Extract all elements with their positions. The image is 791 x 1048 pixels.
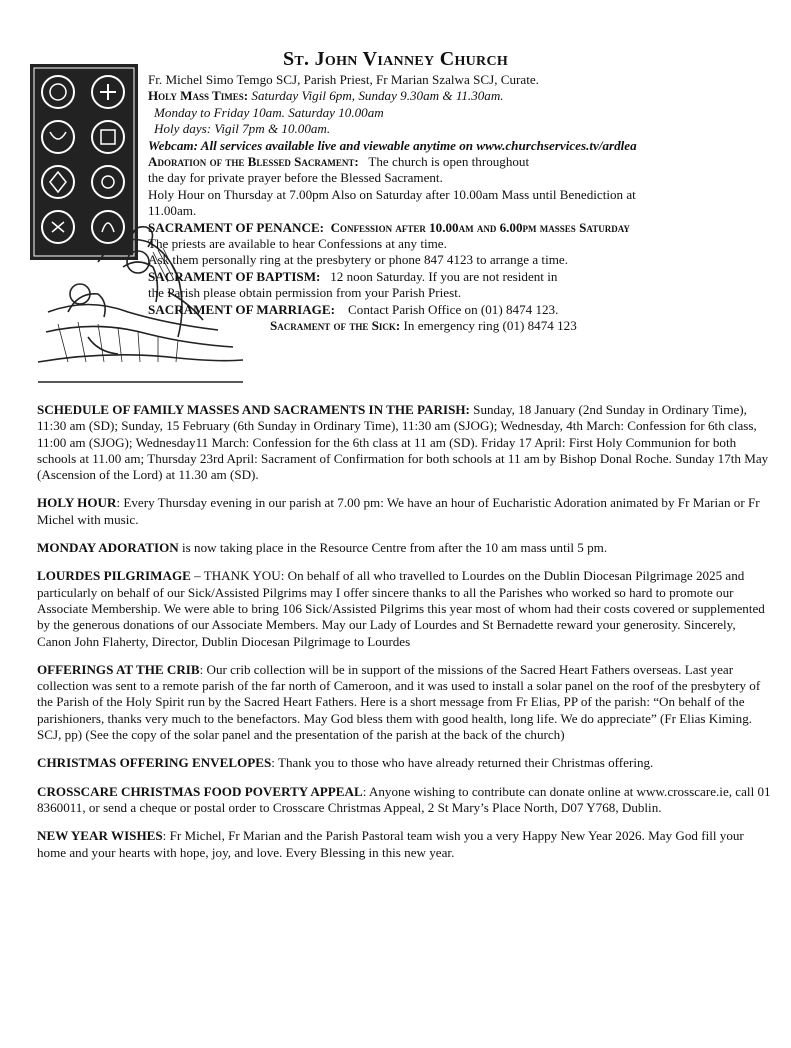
clergy-line: Fr. Michel Simo Temgo SCJ, Parish Priest, Fr Marian Szalwa SCJ, Curate. <box>148 72 539 87</box>
notice-label: MONDAY ADORATION <box>37 540 179 556</box>
notice-holy-hour <box>37 495 772 528</box>
notice-lourdes <box>37 568 772 649</box>
notice-label: HOLY HOUR <box>37 495 117 511</box>
mass-weekday-times: Monday to Friday 10am. Saturday 10.00am <box>154 104 384 120</box>
notice-schedule <box>37 402 772 483</box>
notice-text: : Fr Michel, Fr Marian and the Parish Pastoral team wish you a very Happy New Year 2026. May God fill your home and your hearts with hope, joy, and love. Every Blessing in this new year. <box>37 828 744 860</box>
notice-text: : Every Thursday evening in our parish at 7.00 pm: We have an hour of Eucharistic Adoration animated by Fr Marian or Fr Michel with music. <box>37 495 760 527</box>
holy-hour-line-2: 11.00am. <box>148 203 197 219</box>
mass-times-line <box>148 88 778 104</box>
notices-section <box>37 402 772 873</box>
sick-line <box>148 318 778 334</box>
penance-line <box>148 220 778 236</box>
webcam-line: Webcam: All services available live and viewable anytime on www.churchservices.tv/ardlea <box>148 137 637 153</box>
penance-label: SACRAMENT OF PENANCE: <box>148 219 325 235</box>
mass-times-label: Holy Mass Times: <box>148 88 249 104</box>
page-title: St. John Vianney Church <box>282 48 509 70</box>
notice-label: OFFERINGS AT THE CRIB <box>37 661 200 677</box>
notice-envelopes <box>37 755 772 771</box>
notice-label: LOURDES PILGRIMAGE <box>37 568 191 584</box>
parish-info-block <box>148 72 778 335</box>
baptism-line <box>148 269 778 285</box>
notice-text: : Thank you to those who have already returned their Christmas offering. <box>271 755 654 771</box>
notice-label: CHRISTMAS OFFERING ENVELOPES <box>37 755 272 771</box>
notice-text: Sunday, 18 January (2nd Sunday in Ordinary Time), 11:30 am (SD); Sunday, 15 February (6th Sunday in Ordinary Time), 11:30 am (SJOG); Wednesday, 4th March: Confession for 6th class, 11:00 am (SJOG); Wednesday11 March: Confession for the 6th class at 11 am (SD). Friday 17 April: First Holy Communion for both schools at 11.00 am; Thursday 23rd April: Sacrament of Confirmation for both schools at 11 am by Bishop Donal Roche. Sunday 17th May (Ascension of the Lord) at 11.30 am (SD). <box>37 402 769 483</box>
holy-days-times: Holy days: Vigil 7pm & 10.00am. <box>154 121 331 137</box>
baptism-label: SACRAMENT OF BAPTISM: <box>148 268 321 284</box>
penance-text-1: The priests are available to hear Confessions at any time. <box>148 236 447 252</box>
notice-label: CROSSCARE CHRISTMAS FOOD POVERTY APPEAL <box>37 783 363 799</box>
notice-text: : Our crib collection will be in support of the missions of the Sacred Heart Fathers overseas. Last year collection was sent to a remote parish of the far north of Cameroon, and it was used to install a solar panel on the roof of the presbytery of the Parish of the Holy Spirit run by the Sacred Heart Fathers. Here is a short message from Fr Elias, PP of the parish: “On behalf of the parishioners, thanks very much to the benefactors. May God bless them with good health, long life. We do appreciate” (Fr Elias Kiming. SCJ, pp) (See the copy of the solar panel and the presentation of the parish at the back of the church) <box>37 661 761 743</box>
notice-text: is now taking place in the Resource Centre from after the 10 am mass until 5 pm. <box>178 540 608 556</box>
notice-monday-adoration <box>37 540 772 556</box>
notice-crosscare <box>37 784 772 817</box>
notice-label: SCHEDULE OF FAMILY MASSES AND SACRAMENTS IN THE PARISH: <box>37 402 470 417</box>
penance-detail: Confession after 10.00am and 6.00pm masses Saturday <box>330 219 630 235</box>
sick-text: In emergency ring (01) 8474 123 <box>403 318 577 334</box>
penance-text-2: Ask them personally ring at the presbytery or phone 847 4123 to arrange a time. <box>148 252 568 268</box>
notice-text: – THANK YOU: On behalf of all who travelled to Lourdes on the Dublin Diocesan Pilgrimage 2025 and particularly on behalf of our Sick/Assisted Pilgrims may I offer sincere thanks to all the Parishes who worked so hard to promote our Associate Membership. We were able to bring 106 Sick/Assisted Pilgrims this year most of whom had their costs covered or supplemented by the generous donations of our Associate Members. May our Lady of Lourdes and St Bernadette reward your generosity. Sincerely, Canon John Flaherty, Director, Dublin Diocesan Pilgrimage to Lourdes <box>37 568 765 649</box>
notice-new-year <box>37 828 772 861</box>
adoration-text-2: the day for private prayer before the Blessed Sacrament. <box>148 170 443 186</box>
baptism-text-1: 12 noon Saturday. If you are not resident in <box>330 268 558 284</box>
marriage-label: SACRAMENT OF MARRIAGE: <box>148 301 335 317</box>
adoration-label: Adoration of the Blessed Sacrament: <box>148 154 359 170</box>
notice-label: NEW YEAR WISHES <box>37 828 163 844</box>
baptism-text-2: the Parish please obtain permission from your Parish Priest. <box>148 285 462 301</box>
mass-weekend-times: Saturday Vigil 6pm, Sunday 9.30am & 11.30am. <box>251 88 504 104</box>
sick-label: Sacrament of the Sick: <box>270 318 401 334</box>
adoration-line <box>148 154 778 170</box>
marriage-line <box>148 302 778 318</box>
notice-text: : Anyone wishing to contribute can donate online at www.crosscare.ie, call 01 8360011, or send a cheque or postal order to Crosscare Christmas Appeal, 2 St Mary’s Place North, D07 Y768, Dublin. <box>37 783 771 815</box>
marriage-text: Contact Parish Office on (01) 8474 123. <box>348 301 559 317</box>
adoration-text-1: The church is open throughout <box>368 154 530 170</box>
notice-crib <box>37 662 772 743</box>
holy-hour-line-1: Holy Hour on Thursday at 7.00pm Also on Saturday after 10.00am Mass until Benediction at <box>148 186 636 202</box>
